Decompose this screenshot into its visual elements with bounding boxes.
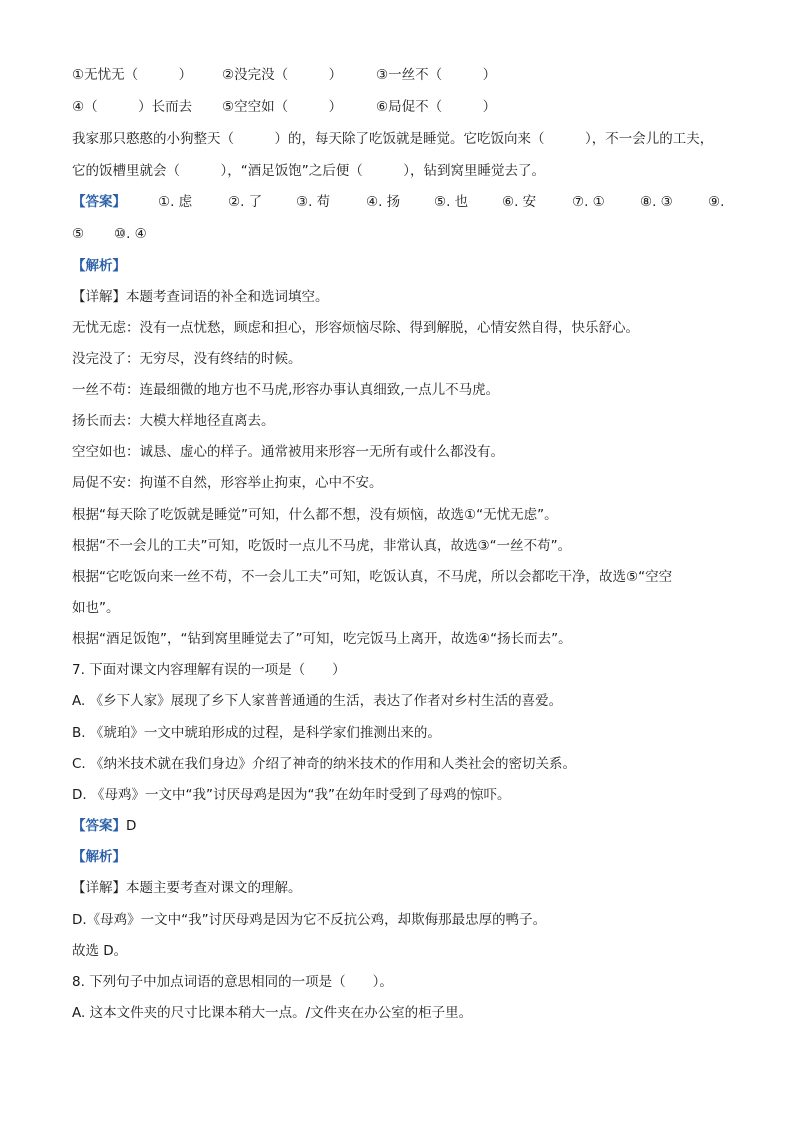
explanation-line: 无忧无虑：没有一点忧愁，顾虑和担心，形容烦恼尽除、得到解脱，心情安然自得，快乐舒心。 (72, 320, 639, 336)
answer-item: ⑨. (708, 194, 725, 210)
explanation-line: 根据“不一会儿的工夫”可知，吃饭时一点儿不马虎，非常认真，故选③“一丝不苟”。 (72, 538, 572, 554)
answer-item: ⑥. 安 (502, 194, 537, 210)
analysis-label: 【解析】 (72, 258, 126, 274)
passage-line: 它的饭槽里就会（ ），“酒足饭饱”之后便（ ），钻到窝里睡觉去了。 (72, 163, 545, 179)
answer-item: ②. 了 (228, 194, 263, 210)
explanation-line: D.《母鸡》一文中“我”讨厌母鸡是因为它不反抗公鸡，却欺侮那最忠厚的鸭子。 (72, 912, 547, 928)
answer-label: 【答案】 (72, 818, 126, 834)
answer-item: ⑧. ③ (640, 194, 673, 210)
answer-line (72, 817, 136, 835)
detail-line: 【详解】本题考查词语的补全和选词填空。 (72, 289, 329, 305)
explanation-line: 根据“每天除了吃饭就是睡觉”可知，什么都不想，没有烦恼，故选①“无忧无虑”。 (72, 507, 558, 523)
blank-item: ⑥局促不（ ） (376, 99, 497, 115)
explanation-line: 局促不安：拘谨不自然，形容举止拘束，心中不安。 (72, 475, 383, 491)
explanation-line: 一丝不苟：连最细微的地方也不马虎,形容办事认真细致,一点儿不马虎。 (72, 382, 500, 398)
explanation-line: 扬长而去：大模大样地径直离去。 (72, 413, 275, 429)
answer-item: ①. 虑 (158, 194, 193, 210)
option-b: B. 《琥珀》一文中琥珀形成的过程，是科学家们推测出来的。 (72, 725, 441, 741)
conclusion-line: 故选 D。 (72, 943, 128, 959)
option-a: A. 《乡下人家》展现了乡下人家普普通通的生活，表达了作者对乡村生活的喜爱。 (72, 693, 563, 709)
blank-item: ①无忧无（ ） (72, 67, 193, 83)
question-8-stem: 8. 下列句子中加点词语的意思相同的一项是（ ）。 (72, 974, 393, 990)
passage-line: 我家那只憨憨的小狗整天（ ）的，每天除了吃饭就是睡觉。它吃饭向来（ ），不一会儿的工夫， (72, 131, 714, 147)
answer-item: ⑤. 也 (434, 194, 469, 210)
answer-item: ⑩. ④ (114, 226, 147, 242)
blanks-row-2 (72, 98, 496, 116)
answer-label: 【答案】 (72, 194, 126, 210)
option-d: D. 《母鸡》一文中“我”讨厌母鸡是因为“我”在幼年时受到了母鸡的惊吓。 (72, 787, 511, 803)
explanation-line: 根据“酒足饭饱”，“钻到窝里睡觉去了”可知，吃完饭马上离开，故选④“扬长而去”。 (72, 631, 572, 647)
answer-value: D (126, 818, 137, 834)
answer-item: ⑤ (72, 226, 85, 242)
analysis-label: 【解析】 (72, 849, 126, 865)
option-a: A. 这本文件夹的尺寸比课本稍大一点。/文件夹在办公室的柜子里。 (72, 1005, 473, 1021)
answer-item: ③. 苟 (296, 194, 331, 210)
explanation-line: 没完没了：无穷尽，没有终结的时候。 (72, 351, 302, 367)
blank-item: ⑤空空如（ ） (222, 99, 343, 115)
blanks-row-1 (72, 66, 496, 84)
detail-line: 【详解】本题主要考查对课文的理解。 (72, 880, 302, 896)
blank-item: ③一丝不（ ） (376, 67, 497, 83)
explanation-line: 空空如也：诚恳、虚心的样子。通常被用来形容一无所有或什么都没有。 (72, 444, 504, 460)
blank-item: ②没完没（ ） (222, 67, 343, 83)
answer-item: ⑦. ① (572, 194, 605, 210)
explanation-line: 如也”。 (72, 600, 120, 616)
question-7-stem: 7. 下面对课文内容理解有误的一项是（ ） (72, 662, 346, 678)
explanation-line: 根据“它吃饭向来一丝不苟，不一会儿工夫”可知，吃饭认真，不马虎，所以会都吃干净，故选⑤“空空 (72, 569, 673, 585)
blank-item: ④（ ）长而去 (72, 99, 193, 115)
option-c: C. 《纳米技术就在我们身边》介绍了神奇的纳米技术的作用和人类社会的密切关系。 (72, 756, 577, 772)
answer-item: ④. 扬 (366, 194, 401, 210)
